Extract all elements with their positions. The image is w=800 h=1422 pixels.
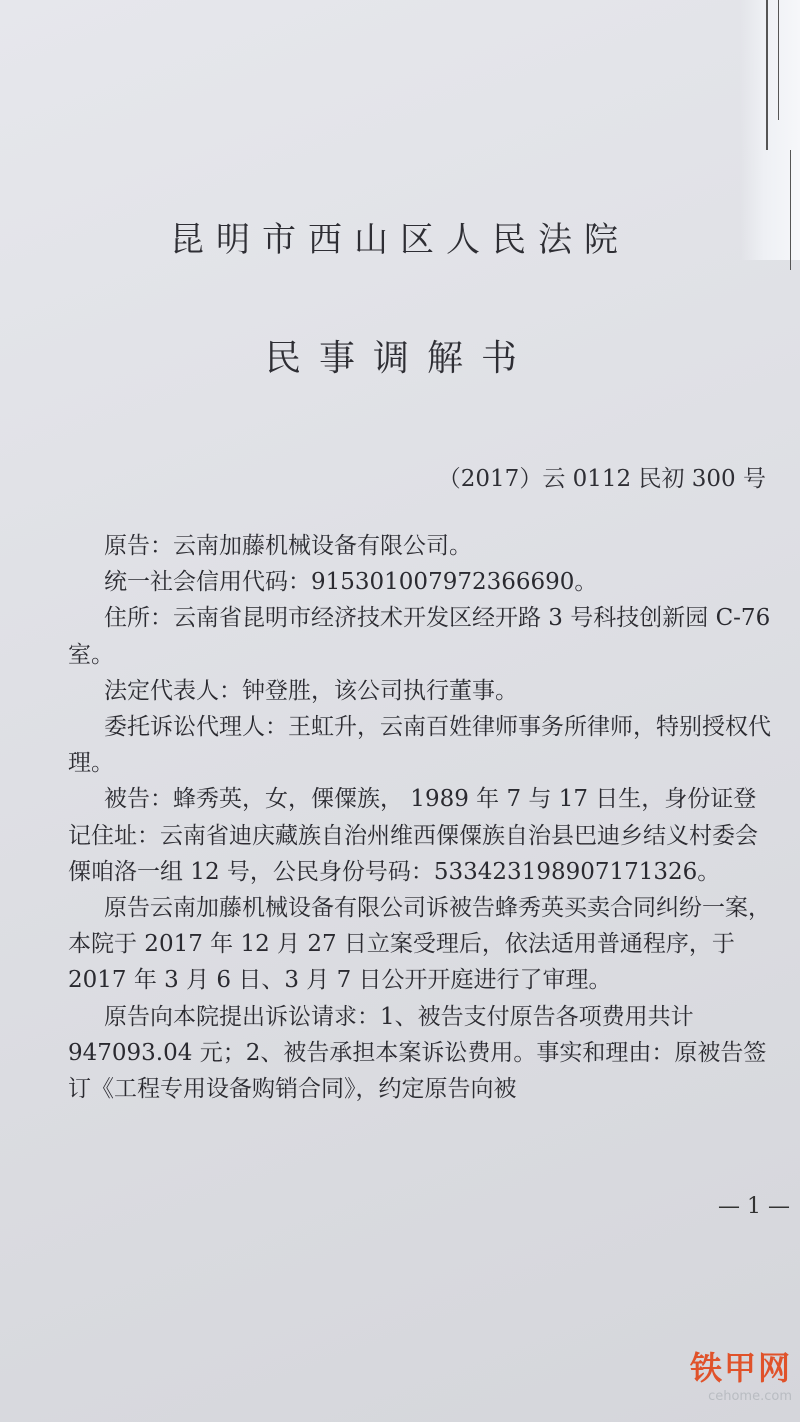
page-number: — 1 — [718, 1194, 790, 1219]
document-title: 民事调解书 [264, 338, 535, 379]
paragraph-case-summary: 原告云南加藤机械设备有限公司诉被告蜂秀英买卖合同纠纷一案，本院于 2017 年 12 月 27 日立案受理后，依法适用普通程序，于 2017 年 3 月 6 日、3 月 7 日公开开庭进行了审理。 [68, 895, 771, 994]
page-edge-line [766, 0, 768, 150]
watermark-name: 铁甲网 [689, 1349, 792, 1387]
site-watermark [690, 1343, 792, 1404]
paragraph-credit-code: 统一社会信用代码：915301007972366690。 [104, 569, 598, 596]
paragraph-address: 住所：云南省昆明市经济技术开发区经开路 3 号科技创新园 C-76 室。 [68, 605, 771, 668]
paragraph-claims: 原告向本院提出诉讼请求：1、被告支付原告各项费用共计 947093.04 元；2、被告承担本案诉讼费用。事实和理由：原被告签订《工程专用设备购销合同》，约定原告向被 [68, 1003, 767, 1103]
case-number: （2017）云 0112 民初 300 号 [437, 466, 766, 492]
paragraph-legal-rep: 法定代表人：钟登胜，该公司执行董事。 [104, 677, 518, 704]
document-body [68, 528, 772, 1107]
page-edge-line [778, 0, 779, 120]
court-name: 昆明市西山区人民法院 [170, 220, 630, 260]
paragraph-defendant: 被告：蜂秀英，女，傈僳族， 1989 年 7 与 17 日生，身份证登记住址：云南省迪庆藏族自治州维西傈僳族自治县巴迪乡结义村委会傈咱洛一组 12 号，公民身份号码：533423198907171326。 [68, 786, 758, 885]
paragraph-agent: 委托诉讼代理人：王虹升，云南百姓律师事务所律师，特别授权代理。 [68, 714, 771, 777]
watermark-url: cehome.com [708, 1389, 792, 1404]
paragraph-plaintiff: 原告：云南加藤机械设备有限公司。 [104, 533, 472, 559]
